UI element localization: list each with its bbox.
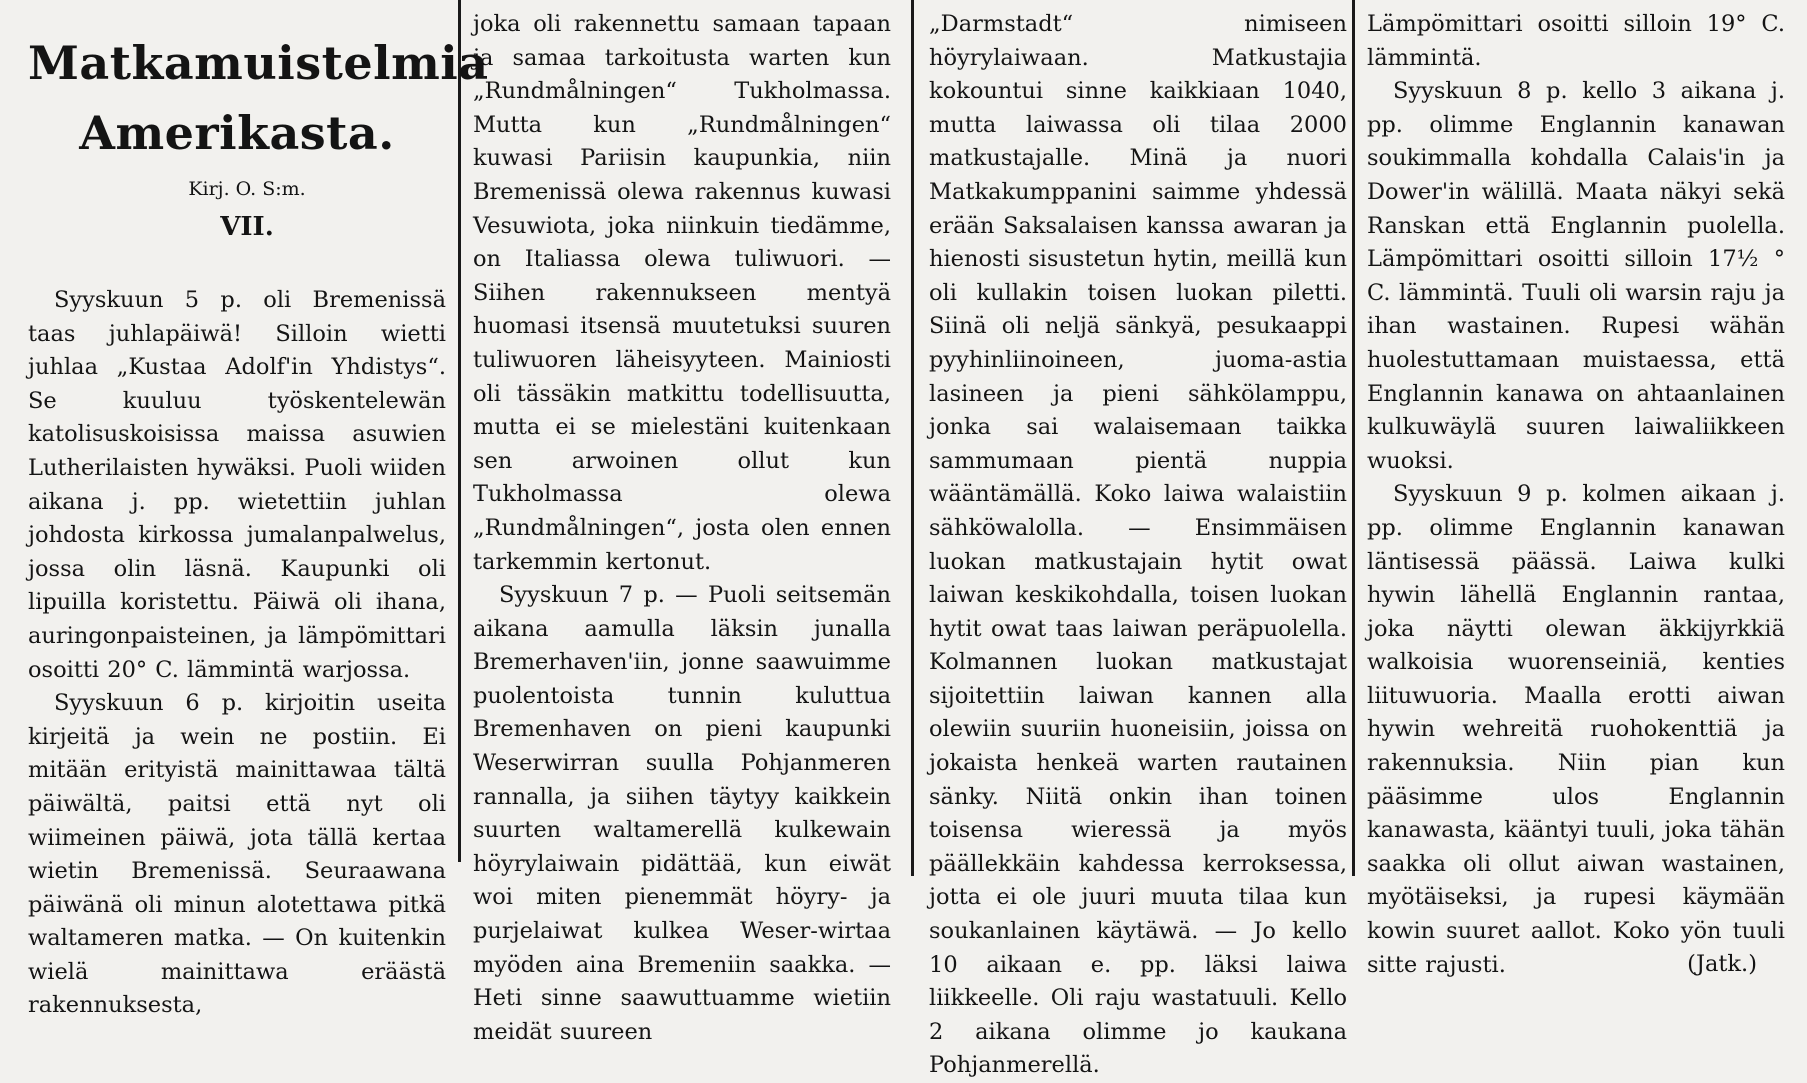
- paragraph: Syyskuun 6 p. kirjoitin useita kirjeitä ja wein ne postiin. Ei mitään erityistä mainittawaa tältä päiwältä, paitsi että nyt oli wiimeinen päiwä, jota tällä kertaa wietin Bremenissä. Seuraawana päiwänä oli minun alotettawa pitkä waltameren matka. — On kuitenkin wielä mainittawa eräästä rakennuksesta,: [28, 690, 446, 1019]
- column-rule: [1352, 0, 1355, 876]
- continued-note: (Jatk.): [1687, 951, 1757, 978]
- column-rule: [458, 0, 461, 862]
- article-column-3: [929, 0, 1347, 1079]
- paragraph: Lämpömittari osoitti silloin 19° C. lämmintä.: [1367, 11, 1785, 71]
- title-line-2: Amerikasta.: [79, 106, 395, 160]
- article-title: [28, 28, 489, 168]
- paragraph: Syyskuun 5 p. oli Bremenissä taas juhlapäiwä! Silloin wietti juhlaa „Kustaa Adolf'in Yhdistys“. Se kuuluu työskentelewän katolisuskoisissa maissa asuwien Lutherilaisten hywäksi. Puoli wiiden aikana j. pp. wietettiin juhlan johdosta kirkossa jumalanpalwelus, jossa olin läsnä. Kaupunki oli lipuilla koristettu. Päiwä oli ihana, auringonpaisteinen, ja lämpömittari osoitti 20° C. lämmintä warjossa.: [28, 287, 446, 683]
- article-column-1: [28, 0, 489, 1019]
- paragraph: Syyskuun 9 p. kolmen aikaan j. pp. olimme Englannin kanawan läntisessä päässä. Laiwa kulki hywin lähellä Englannin rantaa, joka näytti olewan äkkijyrkkiä walkoisia wuorenseiniä, kenties liituwuoria. Maalla erotti aiwan hywin wehreitä ruohokenttiä ja rakennuksia. Niin pian kun pääsimme ulos Englannin kanawasta, kääntyi tuuli, joka tähän saakka oli ollut aiwan wastainen, myötäiseksi, ja rupesi käymään kowin suuret aallot. Koko yön tuuli sitte rajusti.: [1367, 481, 1785, 978]
- chapter-number: VII.: [220, 212, 274, 242]
- article-column-4: [1367, 0, 1785, 978]
- article-column-2: [473, 0, 891, 1045]
- paragraph: joka oli rakennettu samaan tapaan ja samaa tarkoitusta warten kun „Rundmålningen“ Tukholmassa. Mutta kun „Rundmålningen“ kuwasi Pariisin kaupunkia, niin Bremenissä olewa rakennus kuwasi Vesuwiota, joka niinkuin tiedämme, on Italiassa olewa tuliwuori. — Siihen rakennukseen mentyä huomasi itsensä muutetuksi suuren tuliwuoren läheisyyteen. Mainiosti oli tässäkin matkittu todellisuutta, mutta ei se mielestäni kuitenkaan sen arwoinen ollut kun Tukholmassa olewa „Rundmålningen“, josta olen ennen tarkemmin kertonut.: [473, 11, 891, 575]
- column-rule: [911, 0, 914, 876]
- paragraph: Syyskuun 7 p. — Puoli seitsemän aikana aamulla läksin junalla Bremerhaven'iin, jonne saawuimme puolentoista tunnin kuluttua Bremenhaven on pieni kaupunki Weserwirran suulla Pohjanmeren rannalla, ja siihen täytyy kaikkein suurten waltamerellä kulkewain höyrylaiwain pidättää, kun eiwät woi miten pienemmät höyry- ja purjelaiwat kulkea Weser-wirtaa myöden aina Bremeniin saakka. — Heti sinne saawuttuamme wietiin meidät suureen: [473, 582, 891, 1045]
- paragraph: Syyskuun 8 p. kello 3 aikana j. pp. olimme Englannin kanawan soukimmalla kohdalla Calais'in ja Dower'in wälillä. Maata näkyi sekä Ranskan että Englannin puolella. Lämpömittari osoitti silloin 17½ ° C. lämmintä. Tuuli oli warsin raju ja ihan wastainen. Rupesi wähän huolestuttamaan muistaessa, että Englannin kanawa on ahtaanlainen kulkuwäylä suuren laiwaliikkeen wuoksi.: [1367, 78, 1785, 474]
- title-line-1: Matkamuistelmia: [28, 36, 489, 90]
- author-byline: Kirj. O. S:m.: [188, 178, 306, 200]
- paragraph: „Darmstadt“ nimiseen höyrylaiwaan. Matkustajia kokountui sinne kaikkiaan 1040, mutta laiwassa oli tilaa 2000 matkustajalle. Minä ja nuori Matkakumppanini saimme yhdessä erään Saksalaisen kanssa awaran ja hienosti sisustetun hytin, meillä kun oli kullakin toisen luokan piletti. Siinä oli neljä sänkyä, pesukaappi pyyhinliinoineen, juoma-astia lasineen ja pieni sähkölamppu, jonka sai walaisemaan taikka sammumaan pientä nuppia wääntämällä. Koko laiwa walaistiin sähköwalolla. — Ensimmäisen luokan matkustajain hytit owat laiwan keskikohdalla, toisen luokan hytit owat taas laiwan peräpuolella. Kolmannen luokan matkustajat sijoitettiin laiwan kannen alla olewiin suuriin huoneisiin, joissa on jokaista henkeä warten rautainen sänky. Niitä onkin ihan toinen toisensa wieressä ja myös päällekkäin kahdessa kerroksessa, jotta ei ole juuri muuta tilaa kun soukanlainen käytäwä. — Jo kello 10 aikaan e. pp. läksi laiwa liikkeelle. Oli raju wastatuuli. Kello 2 aikana olimme jo kaukana Pohjanmerellä.: [929, 11, 1347, 1079]
